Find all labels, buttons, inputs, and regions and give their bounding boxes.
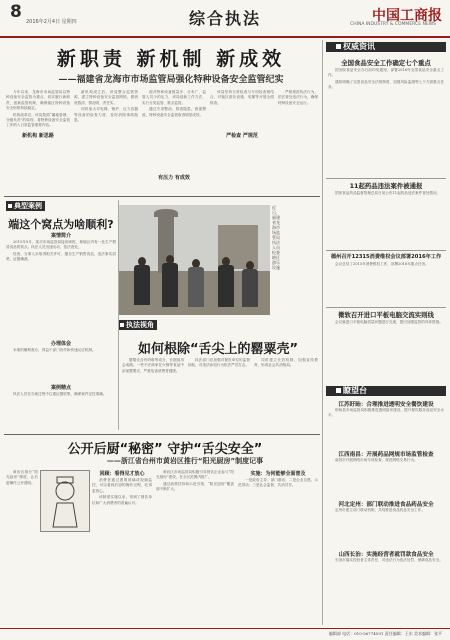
bottom-feature-column-4: 一是政府主导，部门联动；二是企业自愿，示范带动；三是社会监督，共治共享。 [238,478,318,488]
bottom-feature-column-2: 消费者通过透明玻璃或视频监控，可以看到后厨的操作过程，吃得更放心。 该制度实施以来，得到了餐饮单位和广大消费者的普遍认可。 [92,478,152,505]
bottom-feature-column-1: 黄岩区推行“阳光厨房”制度，让后厨操作公开透明。 [6,470,38,485]
section-divider [4,434,320,435]
sidebar-item-4-body: 会议就进口平板电脑质量问题进行交流，提出加强监管的具体措施。 [335,320,443,324]
lead-column-4: 该局坚持日常检查与专项检查相结合，对辖区游乐设施、电梯等开展全面排查。 [210,90,274,105]
masthead [0,0,450,38]
lead-headline: 新职责 新机制 新成效 [56,48,286,70]
bottom-feature-subsection-2: 实施：为何能够全面普及 [250,471,306,477]
square-icon [336,44,341,49]
sidebar-divider [326,307,446,308]
date-line: 2016年2月4日 星期四 [26,19,77,25]
bulletin-item-3-body: 定州市建立部门联动机制，共同推进食品药品安全工作。 [335,508,425,512]
lead-subsection-2: 有压力 有成效 [158,175,190,181]
lead-subhead: ——福建省龙海市市场监管局强化特种设备安全监管纪实 [58,75,284,85]
square-icon [120,323,124,327]
sidebar-divider [326,178,446,179]
sidebar-item-1-title: 全国食品安全工作确定七个重点 [341,59,431,67]
typical-case-body-2: 本案的顺利查办，得益于部门协作和快速反应机制。 [13,348,96,352]
bulletin-item-3-title: 河北定州：部门联动推进食品药品安全 [338,502,434,508]
sidebar-divider [326,250,446,251]
square-icon [336,388,341,393]
bottom-feature-subsection-1: 回顾：看得见才放心 [99,471,145,477]
sidebar-header-label: 权威资讯 [343,42,375,51]
section-divider [4,196,320,197]
sidebar-item-4-title: 微软召开进口平板电脑交流实则线 [338,311,434,319]
typical-case-tag [6,201,45,211]
inspection-photo [118,205,270,315]
bulletin-item-1-body: 盱眙县市场监管局积极推进透明厨房建设，提升餐饮服务食品安全水平。 [328,408,444,418]
market-watch-tag [118,320,157,330]
footer-rule [0,628,450,629]
sidebar-item-3-title: 德州召开12315消费维权会议部署2016年工作 [330,254,442,260]
page-number: 8 [10,2,22,22]
section-title: 综合执法 [188,9,261,28]
sidebar-item-3-body: 会议总结了2015年消费维权工作，部署2016年重点任务。 [335,262,429,266]
lead-column-1: 今年以来，龙海市市场监管局以特种设备安全监管为重点，切实履行新职责，创新监管机制，确保辖区特种设备安全形势持续稳定。 机构改革后，该局按照“属地管理、分级负责”的原则，将特种设备安全监管工作纳入日常监管重要内容。 [6,90,70,128]
sidebar-item-1-body: 国务院食品安全办日前印发通知，部署2016年全国食品安全重点工作。 通知明确了完善食品安全法规制度、加强风险监测等七个方面重点任务。 [328,68,444,90]
bulletin-item-2-title: 江西南昌：开展药品网规市场监管检查 [338,452,434,458]
typical-case-subsection-2: 案例精点 [50,385,71,391]
lead-column-3: 面对特种设备数量多、分布广、监管人员少的压力，该局创新工作方法，实行分类监管、重点监管。 通过专项整治，排查隐患，督促整改，特种设备安全监管取得明显成效。 [142,90,206,117]
typical-case-subsection-1: 办理体会 [50,341,71,347]
lead-column-5: 严格规范执法行为，依法查处违法行为，确保特种设备安全运行。 [278,90,318,105]
typical-case-body-1: 2015年9月，某市市场监管局接到举报，称辖区内有一处生产假冒食品的窝点。执法人员迅速出动，依法查处。 经查，当事人未取得相关许可，擅自生产销售食品，违法事实清楚，证据确凿。 [6,240,116,262]
lead-subsection-1: 新机构 新思路 [22,133,54,139]
market-watch-headline: 如何根除“舌尖上的罂粟壳” [137,342,299,357]
bulletin-item-4-title: 山西长治：实施经营者就罚款食品安全 [338,552,434,558]
market-watch-column-2: 执法部门应加强对餐饮单位的监督抽检，对违法添加行为依法严厉打击。 [188,358,250,368]
column-divider [322,380,323,625]
photo-caption: 近日，福建省龙海市场监管局执法人员检查辖区游乐设施 [272,205,280,270]
bulletin-item-2-body: 南昌市开展网络市场专项检查，规范网络交易行为。 [335,458,418,462]
column-divider [118,200,119,430]
typical-case-tag-label: 典型案例 [14,202,42,210]
market-watch-column-3: 同时建立长效机制，加强宣传教育，形成社会共治格局。 [254,358,318,368]
market-watch-tag-label: 执法视角 [126,321,154,329]
typical-case-headline: 端这个窝点为啥顺利? [8,218,114,231]
column-divider [322,40,323,395]
cartoon-illustration [40,470,90,532]
sidebar-header [326,42,446,52]
typical-case-body-3: 执法人员在办案过程中注重证据收集，确保案件定性准确。 [13,392,107,396]
sidebar-item-2-body: 国家食品药品监督管理总局日前公布11起药品违法案件查处情况。 [335,191,441,195]
bulletin-header-label: 瞭望台 [343,386,367,395]
typical-case-intro-label: 案情简介 [50,233,71,239]
footer-text: 编辑部 电话：010-56774591 责任编辑：王东 美术编辑：张平 [328,631,442,636]
chef-illustration-icon [41,471,89,531]
paper-name: 中国工商报 [372,8,442,24]
sidebar-item-2-title: 11起药品违法案件被通报 [349,182,423,190]
market-watch-column-1: 罂粟壳含有吗啡等成分，长期食用会成瘾。一些不法商家在火锅等食品中添加罂粟壳，严重危害消费者健康。 [122,358,184,373]
bottom-feature-headline: 公开后厨“秘密” 守护“舌尖安全” [67,442,263,457]
lead-column-2: 新机构成立后，该局整合监管资源，建立特种设备安全监管网格，做到底数清、情况明、责任实。 同时加大对电梯、锅炉、压力容器等设备的检查力度，及时消除事故隐患。 [74,90,138,123]
lead-subsection-3: 严检查 严规范 [226,133,258,139]
bulletin-header [326,386,446,396]
bulletin-item-4-body: 长治市落实经营者主体责任，对违法行为依法处罚，保障食品安全。 [335,558,443,562]
square-icon [8,204,12,208]
bottom-feature-subhead: ——浙江省台州市黄岩区推行“阳光厨房”制度记事 [106,457,264,465]
bottom-feature-column-3: 黄岩区市场监管局积极引导餐饮企业参与“阳光厨房”建设，在全区范围内推广。 通过政策扶持和示范引领，“阳光厨房”覆盖面不断扩大。 [156,470,234,492]
bulletin-item-1-title: 江苏盱眙：合理推进透明安全餐饮建设 [338,402,434,408]
paper-subtitle: CHINA INDUSTRY & COMMERCE NEWS [350,22,436,27]
